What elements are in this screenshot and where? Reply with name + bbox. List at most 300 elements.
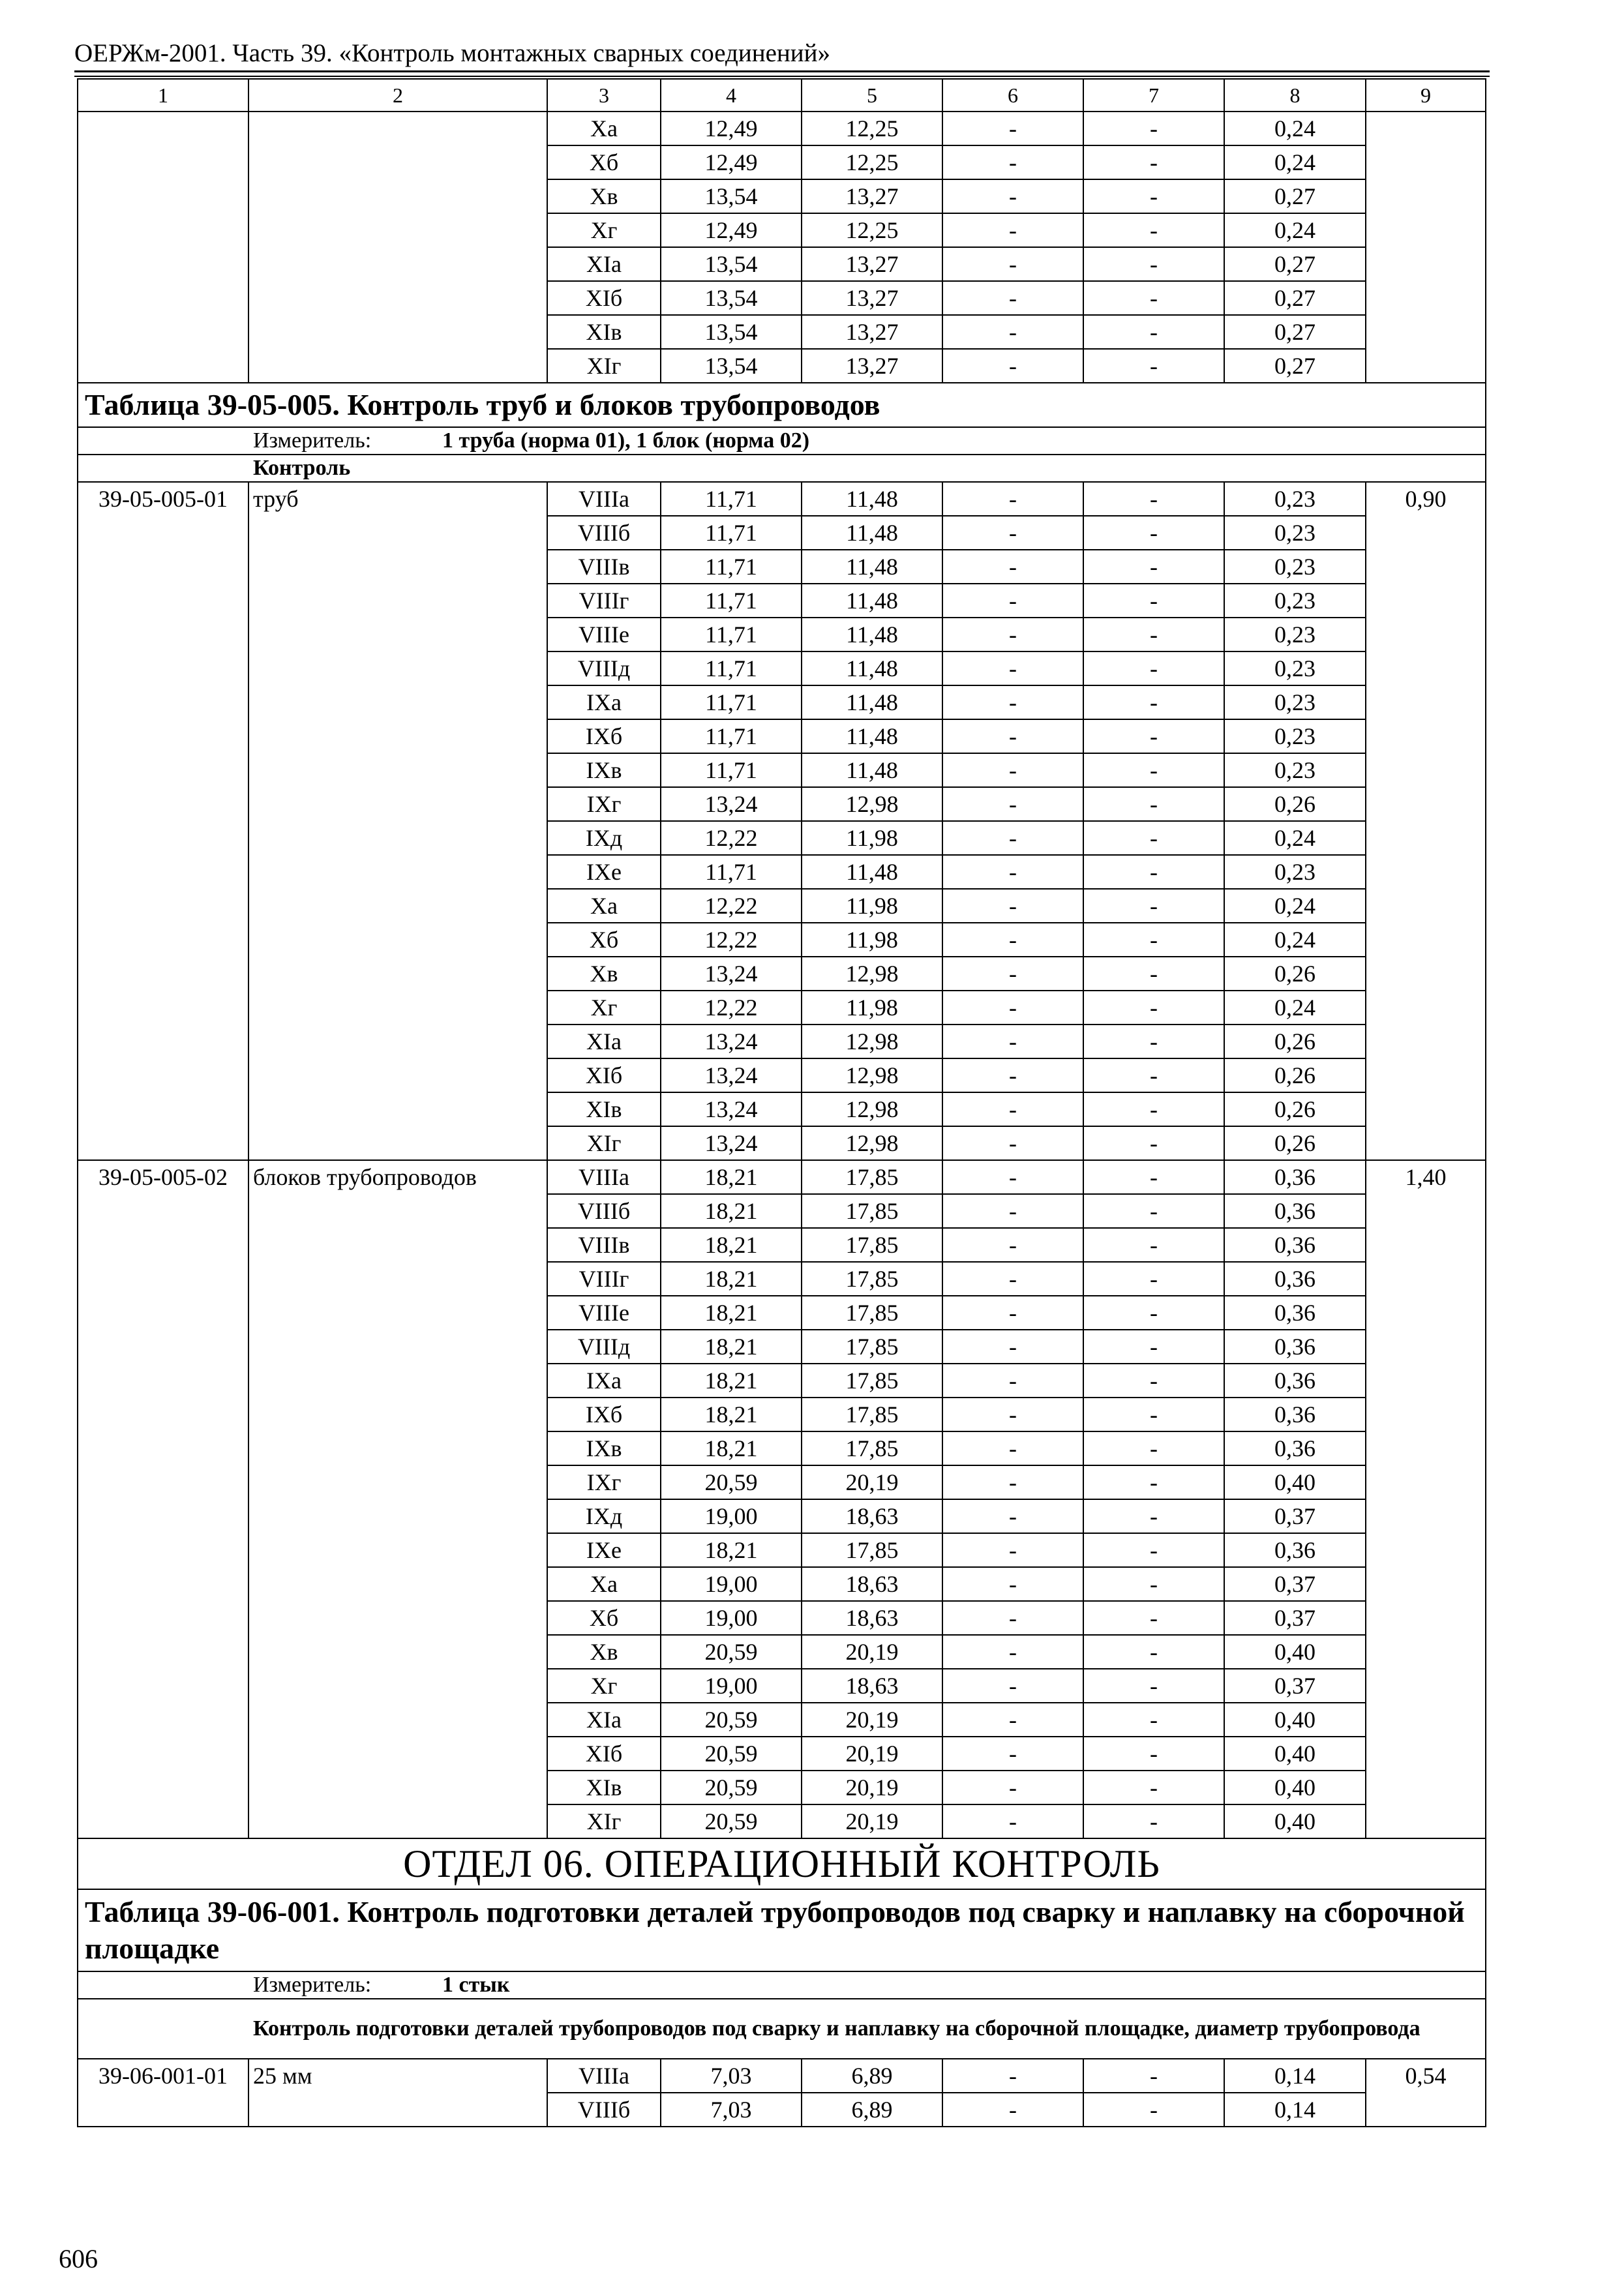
cell-col6: - — [942, 1058, 1083, 1092]
cell-col7: - — [1083, 247, 1224, 281]
cell-col4: 19,00 — [661, 1669, 802, 1703]
cell-col5: 20,19 — [802, 1737, 942, 1771]
cell-col8: 0,40 — [1224, 1771, 1366, 1804]
cell-col5: 12,98 — [802, 787, 942, 821]
meter-value: 1 труба (норма 01), 1 блок (норма 02) — [442, 428, 810, 453]
cell-col5: 17,85 — [802, 1364, 942, 1398]
cell-col4: 11,71 — [661, 719, 802, 753]
cell-col4: 13,54 — [661, 179, 802, 213]
cell-col3: VIIIд — [547, 1330, 661, 1364]
cell-col7: - — [1083, 179, 1224, 213]
cell-col5: 13,27 — [802, 349, 942, 383]
cell-col3: XIб — [547, 1058, 661, 1092]
cell-col4: 11,71 — [661, 550, 802, 584]
cell-col7: - — [1083, 315, 1224, 349]
cell-col8: 0,27 — [1224, 179, 1366, 213]
cell-col5: 11,48 — [802, 482, 942, 516]
cell-col4: 20,59 — [661, 1465, 802, 1499]
cell-col3: IXб — [547, 719, 661, 753]
cell-col6: - — [942, 1228, 1083, 1262]
cell-col4: 20,59 — [661, 1804, 802, 1838]
cell-col7: - — [1083, 1262, 1224, 1296]
cell-col8: 0,26 — [1224, 1058, 1366, 1092]
cell-col7: - — [1083, 1364, 1224, 1398]
cell-col8: 0,26 — [1224, 787, 1366, 821]
cell-col7: - — [1083, 1601, 1224, 1635]
cell-col8: 0,40 — [1224, 1635, 1366, 1669]
cell-col5: 17,85 — [802, 1160, 942, 1194]
table-row — [78, 482, 1486, 516]
cell-col5: 20,19 — [802, 1465, 942, 1499]
cell-col8: 0,40 — [1224, 1737, 1366, 1771]
cell-col7: - — [1083, 855, 1224, 889]
cell-col7: - — [1083, 482, 1224, 516]
cell-col3: IXe — [547, 855, 661, 889]
cell-col8: 0,24 — [1224, 889, 1366, 923]
cell-col3: VIIIб — [547, 516, 661, 550]
cell-col5: 18,63 — [802, 1499, 942, 1533]
document-header: ОЕРЖм-2001. Часть 39. «Контроль монтажных сварных соединений» — [74, 39, 830, 67]
cell-col5: 11,48 — [802, 550, 942, 584]
cell-col4: 18,21 — [661, 1533, 802, 1567]
cell-col8: 0,27 — [1224, 315, 1366, 349]
cell-col6: - — [942, 145, 1083, 179]
cell-col8: 0,23 — [1224, 753, 1366, 787]
code-cell — [78, 112, 248, 383]
cell-col4: 13,24 — [661, 957, 802, 991]
cell-col5: 11,48 — [802, 753, 942, 787]
cell-col8: 0,40 — [1224, 1804, 1366, 1838]
cell-col6: - — [942, 584, 1083, 618]
column-number: 2 — [248, 79, 547, 112]
cell-col4: 13,24 — [661, 787, 802, 821]
cell-col6: - — [942, 213, 1083, 247]
control-label: Контроль подготовки деталей трубопроводов под сварку и наплавку на сборочной площадке, диаметр трубопровода — [78, 1999, 1486, 2059]
cell-col8: 0,40 — [1224, 1703, 1366, 1737]
cell-col8: 0,23 — [1224, 719, 1366, 753]
cell-col7: - — [1083, 1465, 1224, 1499]
cell-col6: - — [942, 1635, 1083, 1669]
norm-name: 25 мм — [248, 2059, 547, 2127]
cell-col7: - — [1083, 1126, 1224, 1160]
meter-label: Измеритель: — [253, 428, 372, 453]
cell-col3: XIв — [547, 1092, 661, 1126]
cell-col5: 11,48 — [802, 651, 942, 685]
cell-col5: 18,63 — [802, 1601, 942, 1635]
section-title: ОТДЕЛ 06. ОПЕРАЦИОННЫЙ КОНТРОЛЬ — [78, 1838, 1486, 1889]
cell-col6: - — [942, 1669, 1083, 1703]
cell-col3: VIIIв — [547, 550, 661, 584]
cell-col7: - — [1083, 1296, 1224, 1330]
table-title: Таблица 39-05-005. Контроль труб и блоков трубопроводов — [78, 383, 1486, 427]
cell-col5: 11,48 — [802, 516, 942, 550]
cell-col8: 0,26 — [1224, 1025, 1366, 1058]
cell-col3: VIIIe — [547, 1296, 661, 1330]
cell-col5: 13,27 — [802, 179, 942, 213]
cell-col3: IXд — [547, 1499, 661, 1533]
cell-col5: 11,98 — [802, 889, 942, 923]
cell-col7: - — [1083, 1398, 1224, 1431]
cell-col7: - — [1083, 1499, 1224, 1533]
cell-col3: VIIIa — [547, 482, 661, 516]
cell-col8: 0,40 — [1224, 1465, 1366, 1499]
cell-col3: VIIIд — [547, 651, 661, 685]
cell-col8: 0,24 — [1224, 923, 1366, 957]
cell-col6: - — [942, 1330, 1083, 1364]
cell-col5: 17,85 — [802, 1431, 942, 1465]
cell-col7: - — [1083, 349, 1224, 383]
cell-col4: 18,21 — [661, 1194, 802, 1228]
cell-col7: - — [1083, 1567, 1224, 1601]
cell-col5: 13,27 — [802, 247, 942, 281]
cell-col6: - — [942, 1465, 1083, 1499]
cell-col7: - — [1083, 889, 1224, 923]
column-number: 3 — [547, 79, 661, 112]
cell-col4: 18,21 — [661, 1398, 802, 1431]
cell-col5: 11,98 — [802, 991, 942, 1025]
norm-name: труб — [248, 482, 547, 1160]
cell-col5: 12,98 — [802, 1126, 942, 1160]
cell-col4: 12,49 — [661, 112, 802, 145]
cell-col6: - — [942, 1804, 1083, 1838]
cell-col8: 0,23 — [1224, 651, 1366, 685]
meter-row — [78, 427, 1486, 455]
cell-col5: 11,48 — [802, 584, 942, 618]
cell-col5: 20,19 — [802, 1635, 942, 1669]
cell-col4: 18,21 — [661, 1330, 802, 1364]
cell-col7: - — [1083, 281, 1224, 315]
meter-label: Измеритель: — [253, 1973, 372, 1997]
cell-col8: 0,36 — [1224, 1533, 1366, 1567]
cell-col8: 0,26 — [1224, 1092, 1366, 1126]
cell-col6: - — [942, 685, 1083, 719]
cell-col8: 0,24 — [1224, 821, 1366, 855]
cell-col5: 12,98 — [802, 957, 942, 991]
cell-col5: 18,63 — [802, 1669, 942, 1703]
cell-col8: 0,23 — [1224, 550, 1366, 584]
cell-col4: 18,21 — [661, 1431, 802, 1465]
cell-col3: IXг — [547, 1465, 661, 1499]
cell-col6: - — [942, 281, 1083, 315]
cell-col5: 17,85 — [802, 1228, 942, 1262]
cell-col4: 13,24 — [661, 1025, 802, 1058]
cell-col8: 0,27 — [1224, 247, 1366, 281]
cell-col3: XIб — [547, 281, 661, 315]
cell-col3: Xг — [547, 213, 661, 247]
cell-col7: - — [1083, 1330, 1224, 1364]
cell-col7: - — [1083, 1160, 1224, 1194]
cell-col4: 19,00 — [661, 1499, 802, 1533]
cell-col6: - — [942, 550, 1083, 584]
cell-col8: 0,23 — [1224, 855, 1366, 889]
cell-col3: XIг — [547, 349, 661, 383]
cell-col8: 0,37 — [1224, 1499, 1366, 1533]
cell-col8: 0,36 — [1224, 1330, 1366, 1364]
meter-cell — [78, 1971, 1486, 1999]
cell-col4: 18,21 — [661, 1228, 802, 1262]
cell-col7: - — [1083, 2093, 1224, 2127]
cell-col7: - — [1083, 584, 1224, 618]
cell-col8: 0,36 — [1224, 1296, 1366, 1330]
cell-col4: 20,59 — [661, 1737, 802, 1771]
cell-col7: - — [1083, 991, 1224, 1025]
cell-col8: 0,23 — [1224, 618, 1366, 651]
cell-col3: XIa — [547, 1025, 661, 1058]
cell-col5: 20,19 — [802, 1771, 942, 1804]
cell-col8: 0,27 — [1224, 281, 1366, 315]
cell-col5: 12,25 — [802, 213, 942, 247]
cell-col7: - — [1083, 787, 1224, 821]
cell-col8: 0,24 — [1224, 213, 1366, 247]
cell-col3: Xб — [547, 923, 661, 957]
cell-col6: - — [942, 1025, 1083, 1058]
cell-col3: XIa — [547, 1703, 661, 1737]
norm-code: 39-06-001-01 — [78, 2059, 248, 2127]
cell-col3: IXб — [547, 1398, 661, 1431]
column-number-row — [78, 79, 1486, 112]
cell-col3: IXв — [547, 1431, 661, 1465]
cell-col6: - — [942, 855, 1083, 889]
cell-col6: - — [942, 1092, 1083, 1126]
cell-col8: 0,36 — [1224, 1431, 1366, 1465]
cell-col4: 11,71 — [661, 618, 802, 651]
cell-col6: - — [942, 516, 1083, 550]
cell-col7: - — [1083, 1533, 1224, 1567]
control-row — [78, 1999, 1486, 2059]
cell-col5: 17,85 — [802, 1533, 942, 1567]
cell-col4: 20,59 — [661, 1703, 802, 1737]
cell-col6: - — [942, 315, 1083, 349]
control-label: Контроль — [78, 455, 1486, 482]
cell-col6: - — [942, 1737, 1083, 1771]
table-title-row — [78, 383, 1486, 427]
cell-col5: 12,25 — [802, 145, 942, 179]
cell-col6: - — [942, 1296, 1083, 1330]
meter-row — [78, 1971, 1486, 1999]
cell-col4: 20,59 — [661, 1771, 802, 1804]
cell-col6: - — [942, 1262, 1083, 1296]
cell-col3: IXa — [547, 1364, 661, 1398]
cell-col5: 20,19 — [802, 1703, 942, 1737]
cell-col6: - — [942, 1703, 1083, 1737]
cell-col3: IXe — [547, 1533, 661, 1567]
cell-col7: - — [1083, 1703, 1224, 1737]
cell-col5: 12,98 — [802, 1058, 942, 1092]
cell-col8: 0,26 — [1224, 957, 1366, 991]
table-title-row — [78, 1889, 1486, 1971]
cell-col4: 18,21 — [661, 1160, 802, 1194]
table-row — [78, 2059, 1486, 2093]
cell-col3: VIIIг — [547, 1262, 661, 1296]
cell-col3: XIг — [547, 1804, 661, 1838]
cell-col5: 11,98 — [802, 923, 942, 957]
column-number: 9 — [1366, 79, 1486, 112]
cell-col3: Xв — [547, 957, 661, 991]
control-row — [78, 455, 1486, 482]
cell-col8: 0,37 — [1224, 1567, 1366, 1601]
cell-col6: - — [942, 787, 1083, 821]
table-title: Таблица 39-06-001. Контроль подготовки деталей трубопроводов под сварку и наплавку на сборочной площадке — [78, 1889, 1486, 1971]
column-number: 6 — [942, 79, 1083, 112]
cell-col7: - — [1083, 1669, 1224, 1703]
cell-col8: 0,27 — [1224, 349, 1366, 383]
cell-col6: - — [942, 1499, 1083, 1533]
cell-col4: 18,21 — [661, 1364, 802, 1398]
cell-col8: 0,14 — [1224, 2059, 1366, 2093]
cell-col5: 6,89 — [802, 2059, 942, 2093]
cell-col3: XIв — [547, 1771, 661, 1804]
cell-col3: VIIIг — [547, 584, 661, 618]
cell-col3: Xб — [547, 1601, 661, 1635]
cell-col5: 11,98 — [802, 821, 942, 855]
cell-col7: - — [1083, 618, 1224, 651]
cell-col5: 13,27 — [802, 281, 942, 315]
cell-col4: 13,54 — [661, 281, 802, 315]
cell-col8: 0,37 — [1224, 1601, 1366, 1635]
norm-code: 39-05-005-01 — [78, 482, 248, 1160]
cell-col7: - — [1083, 550, 1224, 584]
cell-col6: - — [942, 651, 1083, 685]
cell-col6: - — [942, 923, 1083, 957]
cell-col6: - — [942, 618, 1083, 651]
cell-col6: - — [942, 2059, 1083, 2093]
cell-col7: - — [1083, 957, 1224, 991]
cell-col5: 11,48 — [802, 685, 942, 719]
norm-code: 39-05-005-02 — [78, 1160, 248, 1838]
cell-col6: - — [942, 1160, 1083, 1194]
cell-col5: 17,85 — [802, 1330, 942, 1364]
cell-col4: 7,03 — [661, 2059, 802, 2093]
cell-col7: - — [1083, 1228, 1224, 1262]
cell-col6: - — [942, 889, 1083, 923]
cell-col3: VIIIe — [547, 618, 661, 651]
norms-table-body — [78, 79, 1486, 2127]
cell-col7: - — [1083, 719, 1224, 753]
cell-col3: Xa — [547, 889, 661, 923]
cell-col8: 0,36 — [1224, 1398, 1366, 1431]
cell-col8: 0,36 — [1224, 1160, 1366, 1194]
cell-col7: - — [1083, 1058, 1224, 1092]
cell-col4: 12,49 — [661, 213, 802, 247]
cell-col7: - — [1083, 1737, 1224, 1771]
cell-col6: - — [942, 1567, 1083, 1601]
cell-col4: 13,24 — [661, 1058, 802, 1092]
cell-col8: 0,36 — [1224, 1194, 1366, 1228]
header-rule-thin — [74, 76, 1490, 77]
cell-col8: 0,23 — [1224, 685, 1366, 719]
cell-col8: 0,36 — [1224, 1228, 1366, 1262]
cell-col5: 17,85 — [802, 1194, 942, 1228]
cell-col4: 11,71 — [661, 584, 802, 618]
cell-col4: 18,21 — [661, 1296, 802, 1330]
meter-cell — [78, 427, 1486, 455]
cell-col6: - — [942, 349, 1083, 383]
cell-col5: 17,85 — [802, 1398, 942, 1431]
cell-col3: IXв — [547, 753, 661, 787]
cell-col3: IXд — [547, 821, 661, 855]
cell-col7: - — [1083, 213, 1224, 247]
cell-col3: VIIIв — [547, 1228, 661, 1262]
norms-table — [77, 78, 1486, 2127]
cell-col4: 13,24 — [661, 1126, 802, 1160]
table-row — [78, 1160, 1486, 1194]
cell-col4: 12,22 — [661, 821, 802, 855]
cell-col5: 17,85 — [802, 1296, 942, 1330]
cell-col8: 0,36 — [1224, 1364, 1366, 1398]
cell-col3: VIIIб — [547, 1194, 661, 1228]
cell-col3: Xг — [547, 991, 661, 1025]
cell-col4: 19,00 — [661, 1601, 802, 1635]
cell-col3: Xв — [547, 1635, 661, 1669]
cell-col7: - — [1083, 821, 1224, 855]
cell-col5: 11,48 — [802, 855, 942, 889]
cell-col3: XIб — [547, 1737, 661, 1771]
name-cell — [248, 112, 547, 383]
cell-col8: 0,26 — [1224, 1126, 1366, 1160]
cell-col7: - — [1083, 112, 1224, 145]
cell-col7: - — [1083, 1635, 1224, 1669]
cell-col4: 12,22 — [661, 923, 802, 957]
cell-col6: - — [942, 1194, 1083, 1228]
cell-col8: 0,23 — [1224, 584, 1366, 618]
cell-col7: - — [1083, 1092, 1224, 1126]
cell-col7: - — [1083, 753, 1224, 787]
norm-name: блоков трубопроводов — [248, 1160, 547, 1838]
cell-col7: - — [1083, 685, 1224, 719]
column-number: 5 — [802, 79, 942, 112]
cell-col4: 11,71 — [661, 753, 802, 787]
cell-col4: 11,71 — [661, 685, 802, 719]
cell-col7: - — [1083, 1025, 1224, 1058]
cell-col4: 11,71 — [661, 855, 802, 889]
column-number: 7 — [1083, 79, 1224, 112]
cell-col3: Xв — [547, 179, 661, 213]
cell-col6: - — [942, 1533, 1083, 1567]
cell-col7: - — [1083, 651, 1224, 685]
cell-col8: 0,37 — [1224, 1669, 1366, 1703]
cell-col3: IXг — [547, 787, 661, 821]
cell-col6: - — [942, 482, 1083, 516]
norm-coefficient: 0,54 — [1366, 2059, 1486, 2127]
cell-col6: - — [942, 991, 1083, 1025]
header-rule — [74, 70, 1490, 72]
cell-col6: - — [942, 179, 1083, 213]
cell-col8: 0,14 — [1224, 2093, 1366, 2127]
cell-col5: 12,98 — [802, 1025, 942, 1058]
table-row — [78, 112, 1486, 145]
cell-col5: 20,19 — [802, 1804, 942, 1838]
cell-col7: - — [1083, 923, 1224, 957]
cell-col4: 19,00 — [661, 1567, 802, 1601]
cell-col4: 13,24 — [661, 1092, 802, 1126]
cell-col6: - — [942, 1431, 1083, 1465]
cell-col8: 0,24 — [1224, 112, 1366, 145]
cell-col7: - — [1083, 1194, 1224, 1228]
cell-col4: 13,54 — [661, 247, 802, 281]
cell-col4: 20,59 — [661, 1635, 802, 1669]
cell-col3: VIIIб — [547, 2093, 661, 2127]
column-number: 1 — [78, 79, 248, 112]
cell-col3: XIв — [547, 315, 661, 349]
cell-col6: - — [942, 957, 1083, 991]
cell-col5: 11,48 — [802, 618, 942, 651]
coef-cell — [1366, 112, 1486, 383]
cell-col8: 0,23 — [1224, 516, 1366, 550]
cell-col5: 17,85 — [802, 1262, 942, 1296]
cell-col3: Xa — [547, 1567, 661, 1601]
cell-col5: 13,27 — [802, 315, 942, 349]
norm-coefficient: 0,90 — [1366, 482, 1486, 1160]
